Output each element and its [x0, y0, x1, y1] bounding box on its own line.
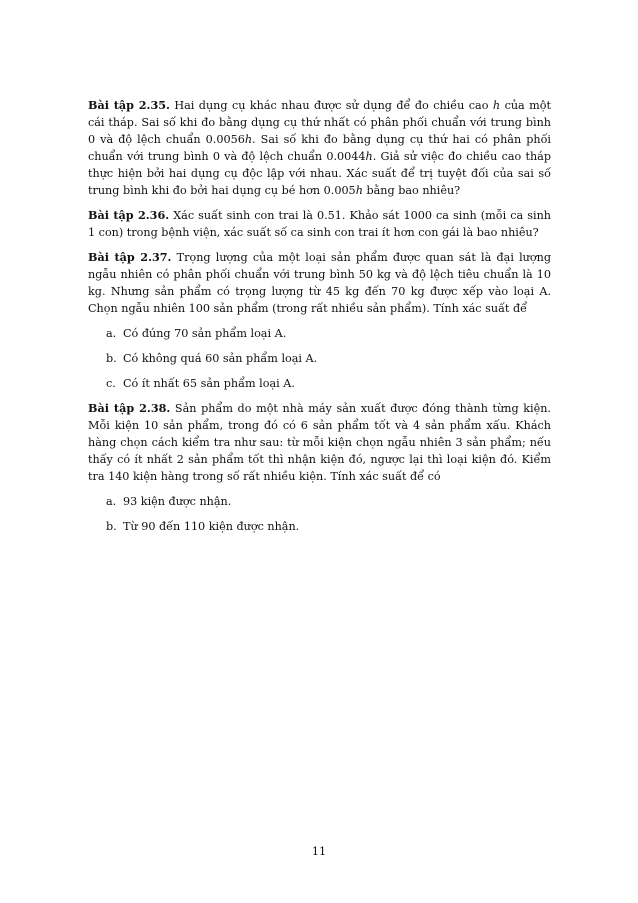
- list-item-label: a.: [106, 495, 117, 508]
- list-item-text: Từ 90 đến 110 kiện được nhận.: [123, 520, 300, 533]
- list-item: [106, 375, 551, 392]
- exercise-2-38-list: [88, 493, 551, 535]
- list-item-label: a.: [106, 327, 117, 340]
- list-item-label: b.: [106, 520, 117, 533]
- page-number: 11: [311, 845, 327, 858]
- exercise-text: Hai dụng cụ khác nhau được sử dụng để đo chiều cao: [174, 99, 493, 112]
- math-variable-h: h: [355, 184, 363, 197]
- exercise-2-37-list: [88, 325, 551, 392]
- list-item-text: 93 kiện được nhận.: [123, 495, 232, 508]
- math-variable-h: h: [492, 99, 501, 112]
- list-item-label: c.: [106, 377, 116, 390]
- exercise-title: Bài tập 2.36.: [88, 208, 170, 222]
- exercise-text: Sản phẩm do một nhà máy sản xuất được đóng thành từng kiện. Mỗi kiện 10 sản phẩm, trong đó có 6 sản phẩm tốt và 4 sản phẩm xấu. Khách hàng chọn cách kiểm tra như sau: từ mỗi kiện chọn ngẫu nhiên 3 sản phẩm; nếu thấy có ít nhất 2 sản phẩm tốt thì nhận kiện đó, ngược lại thì loại kiện đó. Kiểm tra 140 kiện hàng trong số rất nhiều kiện. Tính xác suất để có: [88, 402, 551, 483]
- exercise-text: . Giả sử việc đo chiều cao tháp thực hiện bởi hai dụng cụ độc lập với nhau. Xác suất để trị tuyệt đối của sai số trung bình khi đo bởi hai dụng cụ bé hơn 0.005: [88, 150, 552, 197]
- list-item: [106, 325, 551, 342]
- exercise-text: . Sai số khi đo bằng dụng cụ thứ hai có phân phối chuẩn với trung bình 0 và độ lệch chuẩn 0.0044: [88, 133, 551, 163]
- exercise-text: của một cái tháp. Sai số khi đo bằng dụng cụ thứ nhất có phân phối chuẩn với trung bình 0 và độ lệch chuẩn 0.0056: [88, 99, 551, 146]
- math-variable-h: h: [244, 133, 253, 146]
- exercise-text: Xác suất sinh con trai là 0.51. Khảo sát 1000 ca sinh (mỗi ca sinh 1 con) trong bệnh viện, xác suất số ca sinh con trai ít hơn con gái là bao nhiêu?: [88, 209, 551, 239]
- math-variable-h: h: [365, 150, 373, 163]
- exercise-2-38: [88, 400, 551, 485]
- exercise-2-36: [88, 207, 551, 241]
- list-item-label: b.: [106, 352, 117, 365]
- list-item-text: Có ít nhất 65 sản phẩm loại A.: [123, 377, 295, 390]
- exercise-title: Bài tập 2.38.: [88, 401, 171, 415]
- exercise-text: Trọng lượng của một loại sản phẩm được quan sát là đại lượng ngẫu nhiên có phân phối chuẩn với trung bình 50 kg và độ lệch tiêu chuẩn là 10 kg. Nhưng sản phẩm có trọng lượng từ 45 kg đến 70 kg được xếp vào loại A. Chọn ngẫu nhiên 100 sản phẩm (trong rất nhiều sản phẩm). Tính xác suất để: [88, 251, 551, 315]
- exercise-text: bằng bao nhiêu?: [362, 184, 461, 197]
- exercise-title: Bài tập 2.35.: [88, 98, 170, 112]
- exercise-2-35: [88, 97, 551, 199]
- list-item-text: Có không quá 60 sản phẩm loại A.: [123, 352, 318, 365]
- page-content: [88, 97, 551, 543]
- list-item: [106, 518, 551, 535]
- exercise-2-37: [88, 249, 551, 317]
- exercise-title: Bài tập 2.37.: [88, 250, 172, 264]
- list-item: [106, 493, 551, 510]
- list-item: [106, 350, 551, 367]
- list-item-text: Có đúng 70 sản phẩm loại A.: [123, 327, 287, 340]
